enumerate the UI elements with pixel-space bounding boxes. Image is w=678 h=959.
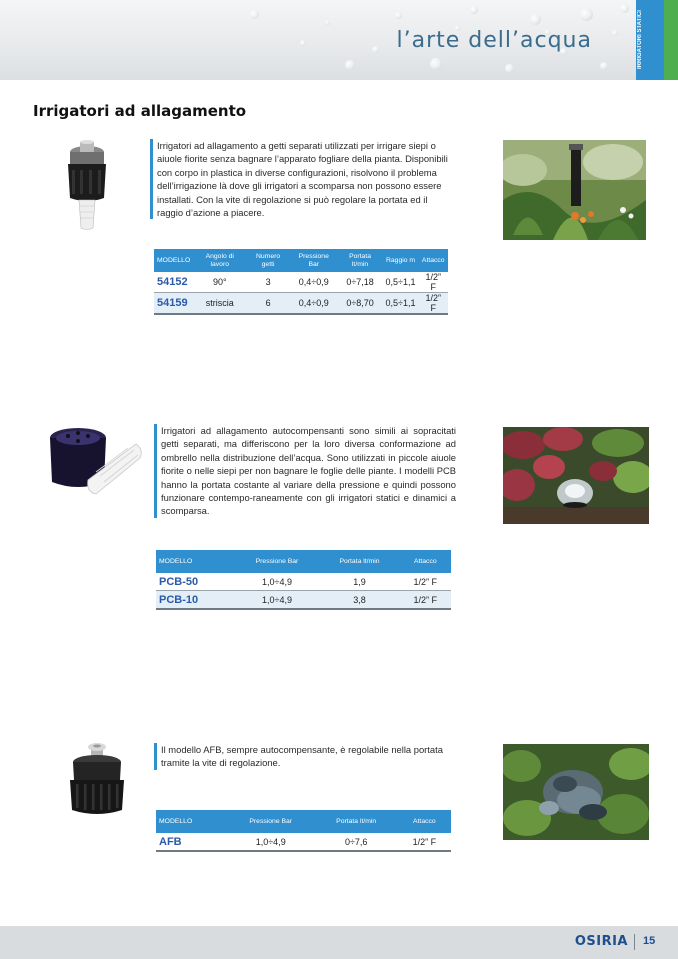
- table-row: [156, 591, 451, 610]
- section-description: Irrigatori ad allagamento a getti separati utilizzati per irrigare siepi o aiuole fiorite senza bagnare l’apparato fogliare della pianta. Disponibili con corpo in plastica in diverse configurazioni, risolvono il problema dell’irrigazione là dove gli irrigatori a scomparsa non possono essere installati. Con la vite di regolazione si può regolare la portata ed il raggio d’azione a piacere.: [150, 139, 454, 219]
- table-header-row: [154, 249, 448, 272]
- page-title: Irrigatori ad allagamento: [33, 102, 247, 120]
- garden-photo: [503, 140, 646, 240]
- table-cell: 6: [246, 293, 290, 315]
- col-numero-getti: Numero getti: [246, 249, 290, 272]
- col-modello: MODELLO: [156, 810, 227, 833]
- table-cell: 0,4÷0,9: [290, 272, 338, 293]
- table-cell: 90°: [193, 272, 246, 293]
- sprinkler-product-image: [62, 140, 112, 232]
- col-attacco: Attacco: [419, 249, 448, 272]
- col-portata: Portata lt/min: [319, 550, 399, 573]
- table-cell: 0,5÷1,1: [383, 293, 419, 315]
- col-attacco: Attacco: [398, 810, 451, 833]
- table-cell: 1,0÷4,9: [235, 591, 320, 610]
- table-row: [154, 272, 448, 293]
- col-angolo: Angolo di lavoro: [193, 249, 246, 272]
- table-header-row: [156, 550, 451, 573]
- table-row: [156, 833, 451, 851]
- page-footer: [0, 926, 678, 959]
- col-portata: Portata lt/min: [338, 249, 383, 272]
- col-pressione: Pressione Bar: [227, 810, 315, 833]
- col-modello: MODELLO: [156, 550, 235, 573]
- table-cell: 1,9: [319, 573, 399, 591]
- table-cell: striscia: [193, 293, 246, 315]
- table-cell: 0,4÷0,9: [290, 293, 338, 315]
- table-cell: 3: [246, 272, 290, 293]
- section-description: Irrigatori ad allagamento autocompensanti sono simili ai sopracitati getti separati, ma differiscono per la loro diversa conformazione ad ombrello nella distribuzione dell’acqua. Sono utilizzati in piccole aiuole fiorite o nelle siepi per non bagnare le foglie delle piante. I modelli PCB hanno la portata costante al variare della pressione e quindi possono funzionare contempo-raneamente con gli irrigatori statici e dinamici a scomparsa.: [154, 424, 456, 518]
- table-cell: 1/2” F: [419, 293, 448, 315]
- model-code: AFB: [156, 833, 227, 851]
- table-cell: 1/2” F: [419, 272, 448, 293]
- table-cell: 1,0÷4,9: [227, 833, 315, 851]
- col-pressione: Pressione Bar: [235, 550, 320, 573]
- section-description: Il modello AFB, sempre autocompensante, è regolabile nella portata tramite la vite di regolazione.: [154, 743, 457, 770]
- table-cell: 0,5÷1,1: [383, 272, 419, 293]
- table-cell: 0÷7,6: [315, 833, 398, 851]
- table-cell: 1/2” F: [398, 833, 451, 851]
- col-pressione: Pressione Bar: [290, 249, 338, 272]
- model-code: PCB-10: [156, 591, 235, 610]
- page-header: [0, 0, 636, 80]
- table-cell: 1,0÷4,9: [235, 573, 320, 591]
- table-row: [156, 573, 451, 591]
- footer-divider: [634, 934, 635, 950]
- model-code: PCB-50: [156, 573, 235, 591]
- afb-bubbler-product-image: [64, 740, 130, 816]
- spec-table: [154, 249, 448, 315]
- green-tab-strip: [664, 0, 678, 80]
- spec-table: [156, 550, 451, 610]
- col-raggio: Raggio m: [383, 249, 419, 272]
- table-cell: 0÷8,70: [338, 293, 383, 315]
- spec-table: [156, 810, 451, 852]
- table-cell: 1/2” F: [400, 573, 451, 591]
- brand-logo: OSIRIA: [574, 934, 628, 949]
- header-title: l’arte dell’acqua: [396, 28, 592, 53]
- table-cell: 0÷7,18: [338, 272, 383, 293]
- table-cell: 3,8: [319, 591, 399, 610]
- flowerbed-photo: [503, 427, 649, 524]
- section-tab-label: IRRIGATORI STATICI: [637, 10, 643, 70]
- ground-cover-photo: [503, 744, 649, 840]
- pcb-bubbler-product-image: [46, 424, 146, 500]
- model-code: 54159: [154, 293, 193, 315]
- model-code: 54152: [154, 272, 193, 293]
- table-row: [154, 293, 448, 315]
- table-cell: 1/2” F: [400, 591, 451, 610]
- col-modello: MODELLO: [154, 249, 193, 272]
- col-portata: Portata lt/min: [315, 810, 398, 833]
- table-header-row: [156, 810, 451, 833]
- page-number: 15: [643, 935, 656, 947]
- col-attacco: Attacco: [400, 550, 451, 573]
